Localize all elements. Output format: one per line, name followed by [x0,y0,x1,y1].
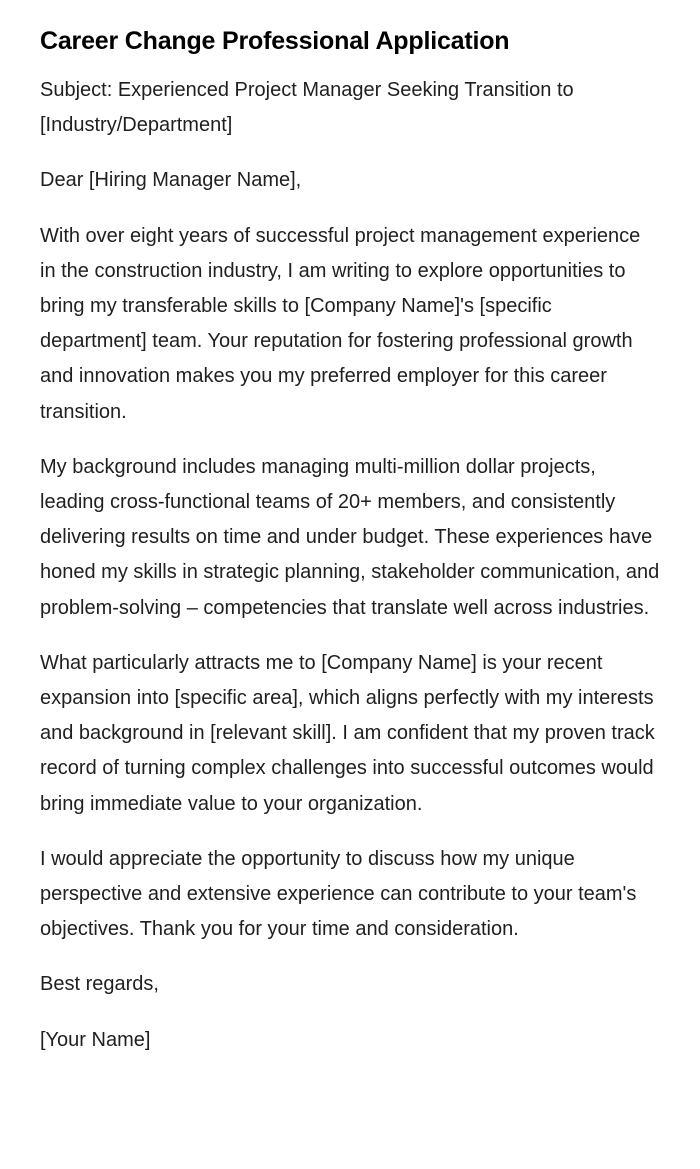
page-title: Career Change Professional Application [40,27,510,55]
body-paragraph-2: My background includes managing multi-million dollar projects, leading cross-functional teams of 20+ members, and consistently delivering results on time and under budget. These experiences have honed my skills in strategic planning, stakeholder communication, and problem-solving – competencies that translate well across industries. [40,455,660,619]
signature: [Your Name] [40,1028,151,1051]
body-paragraph-3: What particularly attracts me to [Company Name] is your recent expansion into [specific area], which aligns perfectly with my interests and background in [relevant skill]. I am confident that my proven track record of turning complex challenges into successful outcomes would bring immediate value to your organization. [40,651,655,815]
body-paragraph-1: With over eight years of successful project management experience in the construction industry, I am writing to explore opportunities to bring my transferable skills to [Company Name]'s [specific department] team. Your reputation for fostering professional growth and innovation makes you my preferred employer for this career transition. [40,224,641,423]
body-paragraph-4: I would appreciate the opportunity to discuss how my unique perspective and extensive experience can contribute to your team's objectives. Thank you for your time and consideration. [40,847,637,941]
subject-line: Subject: Experienced Project Manager Seeking Transition to [Industry/Department] [40,79,574,137]
greeting: Dear [Hiring Manager Name], [40,169,302,192]
closing: Best regards, [40,973,159,996]
